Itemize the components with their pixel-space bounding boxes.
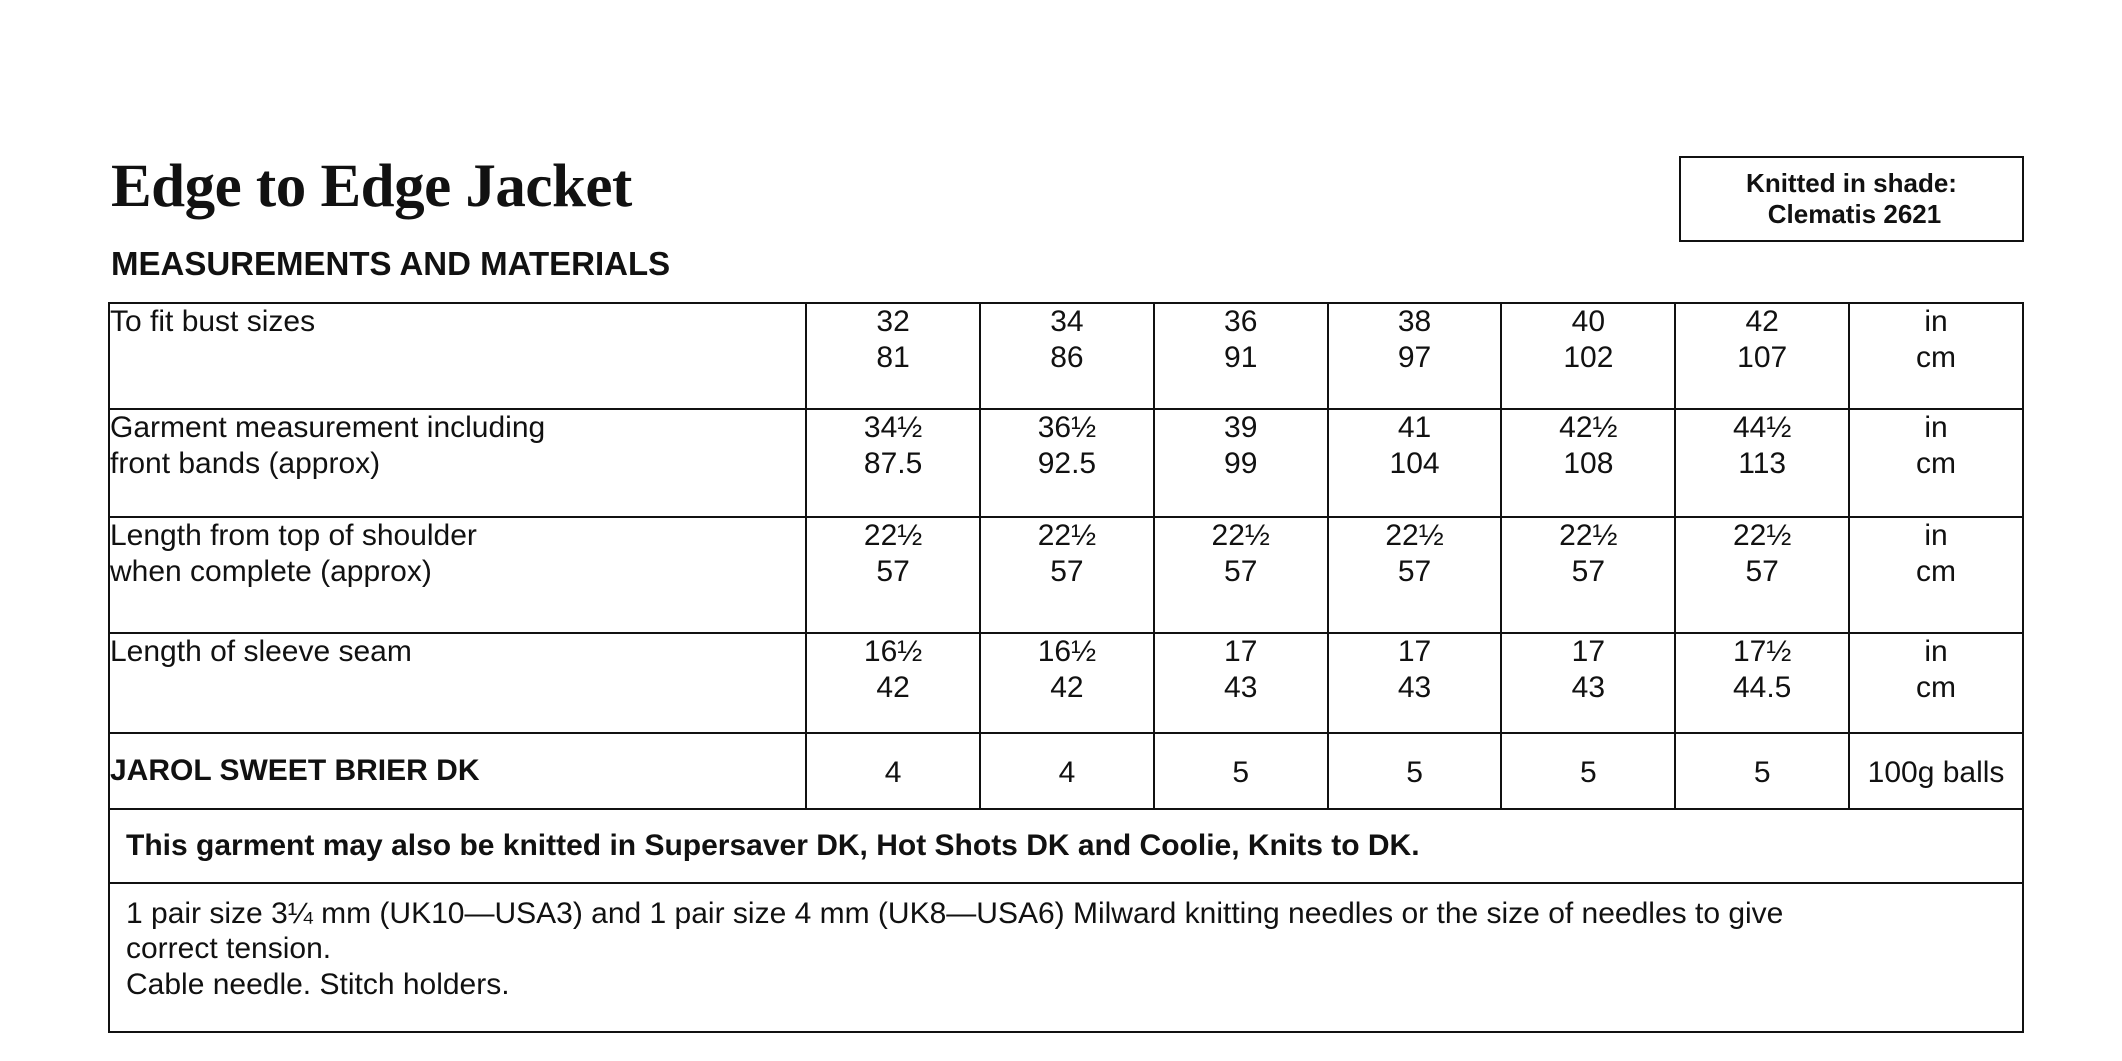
value-cm: 43 [1397, 671, 1432, 704]
size-cell [1501, 517, 1675, 633]
value-in: 17 [1224, 635, 1258, 668]
unit-cm: cm [1916, 341, 1957, 374]
size-cell [1675, 633, 1849, 733]
needles-text [109, 883, 2023, 1032]
yarn-row [109, 733, 2023, 809]
alternative-yarns-note: This garment may also be knitted in Supersaver DK, Hot Shots DK and Coolie, Knits to DK. [109, 809, 2023, 883]
value-cm: 92.5 [1037, 447, 1097, 480]
size-cell [1328, 303, 1502, 409]
value-in: 22½ [1732, 519, 1792, 552]
table-row [109, 303, 2023, 409]
value-cm: 87.5 [863, 447, 923, 480]
unit-cell [1849, 303, 2023, 409]
unit-cell [1849, 633, 2023, 733]
unit-cell [1849, 517, 2023, 633]
ball-count: 5 [1501, 733, 1675, 809]
page-title: Edge to Edge Jacket [111, 153, 632, 220]
size-cell [1154, 303, 1328, 409]
row-label-line: front bands (approx) [110, 447, 381, 480]
value-cm: 86 [1050, 341, 1084, 374]
value-cm: 102 [1563, 341, 1614, 374]
value-in: 22½ [1559, 519, 1618, 552]
row-label-line: Length of sleeve seam [110, 635, 412, 668]
value-in: 34 [1050, 305, 1084, 338]
measurements-table [108, 302, 2024, 1033]
value-cm: 108 [1563, 447, 1614, 480]
unit-in: in [1924, 411, 1948, 444]
table-row [109, 409, 2023, 517]
table-row [109, 517, 2023, 633]
size-cell [1154, 517, 1328, 633]
size-cell [1501, 633, 1675, 733]
value-in: 42½ [1559, 411, 1618, 444]
row-label [109, 633, 806, 733]
ball-unit: 100g balls [1849, 733, 2023, 809]
value-in: 44½ [1732, 411, 1792, 444]
unit-cm: cm [1916, 671, 1957, 704]
ball-count: 5 [1675, 733, 1849, 809]
ball-count: 4 [980, 733, 1154, 809]
value-cm: 43 [1224, 671, 1258, 704]
size-cell [1675, 409, 1849, 517]
value-in: 38 [1397, 305, 1432, 338]
row-label [109, 517, 806, 633]
value-cm: 97 [1397, 341, 1432, 374]
value-in: 22½ [1037, 519, 1097, 552]
unit-in: in [1924, 519, 1948, 552]
value-in: 17½ [1732, 635, 1792, 668]
size-cell [806, 633, 980, 733]
size-cell [980, 633, 1154, 733]
value-cm: 57 [1050, 555, 1084, 588]
value-cm: 107 [1737, 341, 1788, 374]
value-in: 40 [1571, 305, 1606, 338]
value-cm: 43 [1571, 671, 1606, 704]
size-cell [1328, 633, 1502, 733]
size-cell [806, 303, 980, 409]
value-in: 41 [1397, 411, 1432, 444]
size-cell [1501, 409, 1675, 517]
value-cm: 57 [876, 555, 910, 588]
size-cell [1154, 633, 1328, 733]
ball-count: 4 [806, 733, 980, 809]
value-in: 42 [1745, 305, 1779, 338]
value-in: 17 [1571, 635, 1606, 668]
value-in: 36 [1224, 305, 1258, 338]
value-in: 22½ [863, 519, 923, 552]
size-cell [1675, 517, 1849, 633]
size-cell [1328, 517, 1502, 633]
ball-count: 5 [1154, 733, 1328, 809]
row-label [109, 409, 806, 517]
section-heading: MEASUREMENTS AND MATERIALS [111, 245, 671, 282]
value-in: 16½ [863, 635, 923, 668]
value-cm: 57 [1745, 555, 1779, 588]
shade-info-box [1679, 156, 2024, 242]
value-in: 36½ [1037, 411, 1097, 444]
needles-line: correct tension. [126, 932, 332, 966]
value-cm: 104 [1389, 447, 1440, 480]
size-cell [1501, 303, 1675, 409]
value-in: 16½ [1037, 635, 1097, 668]
value-cm: 81 [876, 341, 910, 374]
value-in: 22½ [1385, 519, 1444, 552]
value-cm: 57 [1397, 555, 1432, 588]
needles-row [109, 883, 2023, 1032]
value-cm: 42 [876, 671, 910, 704]
value-in: 34½ [863, 411, 923, 444]
value-cm: 57 [1224, 555, 1258, 588]
value-cm: 44.5 [1732, 671, 1792, 704]
shade-name: Clematis 2621 [1767, 199, 1942, 229]
value-cm: 91 [1224, 341, 1258, 374]
needles-line: Cable needle. Stitch holders. [126, 967, 510, 1001]
size-cell [1675, 303, 1849, 409]
row-label-line: when complete (approx) [110, 555, 432, 588]
value-in: 17 [1397, 635, 1432, 668]
value-in: 32 [876, 305, 910, 338]
unit-cell [1849, 409, 2023, 517]
unit-in: in [1924, 635, 1948, 668]
size-cell [980, 303, 1154, 409]
value-in: 39 [1224, 411, 1258, 444]
value-cm: 113 [1738, 447, 1787, 480]
value-in: 22½ [1211, 519, 1270, 552]
row-label-line: To fit bust sizes [110, 305, 316, 338]
table-row [109, 633, 2023, 733]
size-cell [1154, 409, 1328, 517]
value-cm: 57 [1571, 555, 1606, 588]
shade-label: Knitted in shade: [1746, 167, 1957, 198]
size-cell [806, 409, 980, 517]
unit-in: in [1924, 305, 1948, 338]
needles-line: 1 pair size 3¼ mm (UK10—USA3) and 1 pair size 4 mm (UK8—USA6) Milward knitting needles or the size of needles to give [126, 897, 1784, 930]
size-cell [980, 409, 1154, 517]
size-cell [806, 517, 980, 633]
value-cm: 99 [1224, 447, 1258, 480]
unit-cm: cm [1916, 447, 1957, 480]
row-label-line: Length from top of shoulder [110, 519, 477, 552]
row-label [109, 303, 806, 409]
row-label-line: Garment measurement including [110, 411, 546, 444]
note-row [109, 809, 2023, 883]
yarn-name: JAROL SWEET BRIER DK [109, 733, 806, 809]
unit-cm: cm [1916, 555, 1957, 588]
value-cm: 42 [1050, 671, 1084, 704]
size-cell [1328, 409, 1502, 517]
size-cell [980, 517, 1154, 633]
ball-count: 5 [1328, 733, 1502, 809]
